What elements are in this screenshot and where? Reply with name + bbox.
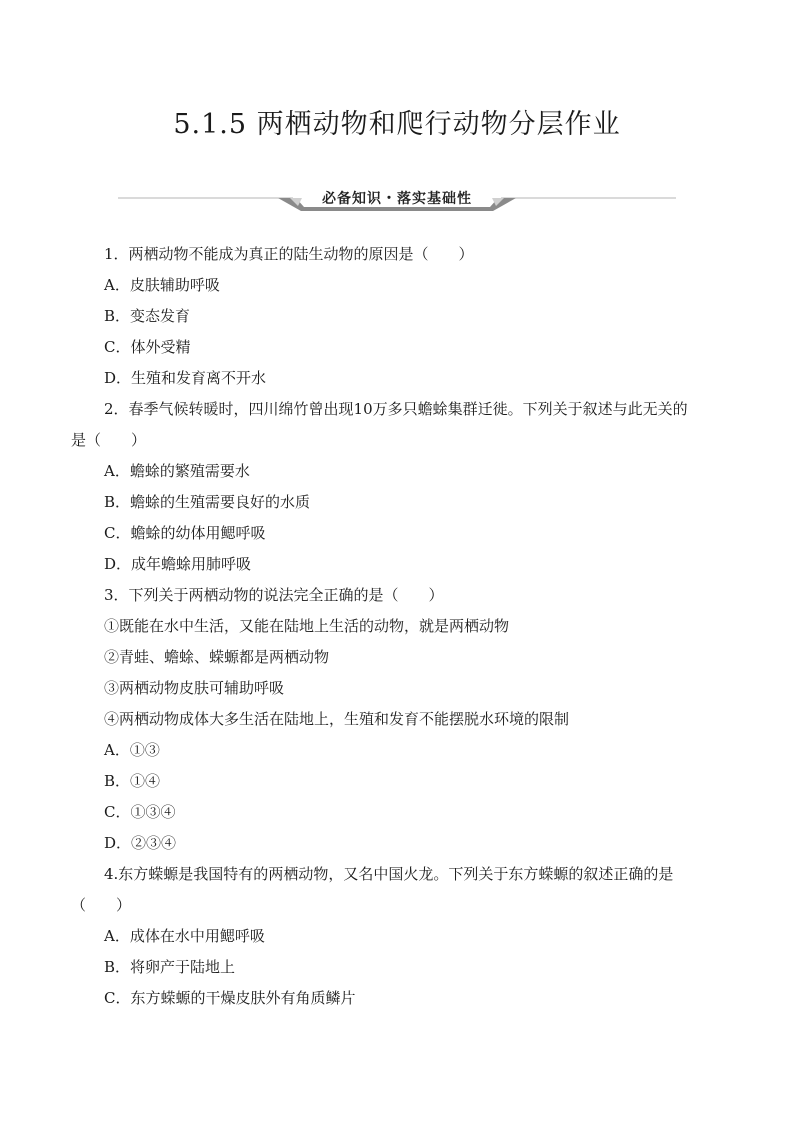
question-3-statement-4: ④两栖动物成体大多生活在陆地上，生殖和发育不能摆脱水环境的限制 (104, 710, 570, 728)
question-4-stem: 4.东方蝾螈是我国特有的两栖动物，又名中国火龙。下列关于东方蝾螈的叙述正确的是 (104, 865, 674, 883)
question-3-statement-3: ③两栖动物皮肤可辅助呼吸 (104, 679, 285, 697)
question-4-option-c: C．东方蝾螈的干燥皮肤外有角质鳞片 (104, 989, 356, 1007)
question-3-statement-1: ①既能在水中生活，又能在陆地上生活的动物，就是两栖动物 (104, 617, 510, 635)
question-2-stem: 2．春季气候转暖时，四川绵竹曾出现10万多只蟾蜍集群迁徙。下列关于叙述与此无关的 (104, 400, 688, 418)
question-2-option-a: A．蟾蜍的繁殖需要水 (104, 462, 250, 480)
question-1-stem: 1．两栖动物不能成为真正的陆生动物的原因是（ ） (104, 245, 474, 263)
question-2-option-d: D．成年蟾蜍用肺呼吸 (104, 555, 252, 573)
question-2-option-c: C．蟾蜍的幼体用鳃呼吸 (104, 524, 266, 542)
question-3-statement-2: ②青蛙、蟾蜍、蝾螈都是两栖动物 (104, 648, 330, 666)
question-1-option-d: D．生殖和发育离不开水 (104, 369, 267, 387)
section-banner (118, 186, 676, 212)
question-1-option-b: B．变态发育 (104, 307, 191, 325)
question-3-option-a: A．①③ (104, 741, 160, 759)
question-2-option-b: B．蟾蜍的生殖需要良好的水质 (104, 493, 311, 511)
page-title: 5.1.5 两栖动物和爬行动物分层作业 (173, 109, 621, 140)
question-4-option-b: B．将卵产于陆地上 (104, 958, 236, 976)
question-3-option-c: C．①③④ (104, 803, 176, 821)
question-list (71, 239, 731, 1014)
question-4-stem-continued: （ ） (71, 896, 132, 914)
question-1-option-c: C．体外受精 (104, 338, 191, 356)
question-4-option-a: A．成体在水中用鳃呼吸 (104, 927, 265, 945)
section-label: 必备知识・落实基础性 (322, 191, 472, 207)
question-2-stem-continued: 是（ ） (71, 431, 147, 449)
question-3-stem: 3．下列关于两栖动物的说法完全正确的是（ ） (104, 586, 444, 604)
question-3-option-d: D．②③④ (104, 834, 177, 852)
question-1-option-a: A．皮肤辅助呼吸 (104, 276, 220, 294)
question-3-option-b: B．①④ (104, 772, 161, 790)
